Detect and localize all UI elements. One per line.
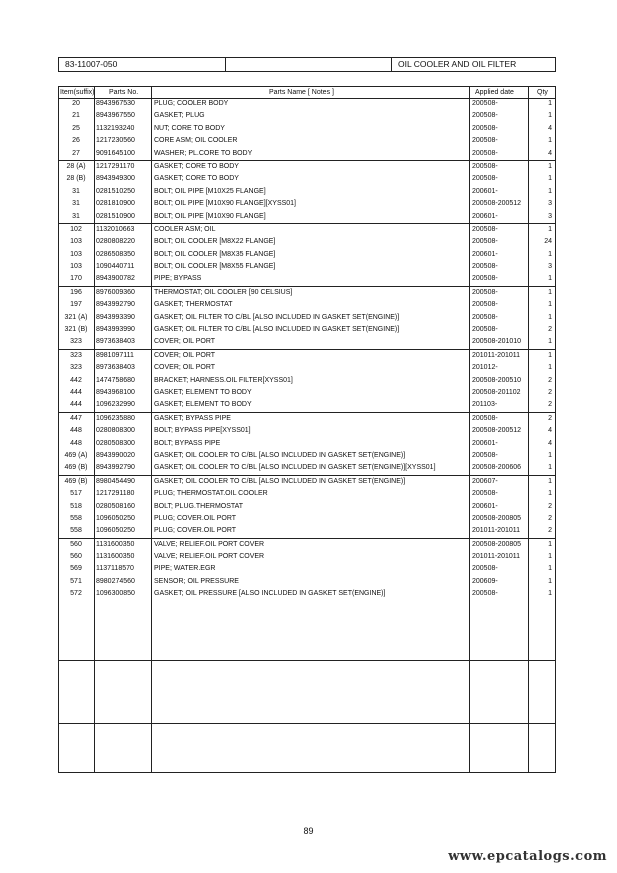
item-cell: 571 [70, 577, 82, 585]
applied-date-cell: 200601- [472, 187, 498, 195]
table-row [59, 501, 555, 513]
applied-date-cell: 200508- [472, 313, 498, 321]
part-name-cell: BOLT; OIL PIPE [M10X90 FLANGE][XYSS01] [154, 200, 297, 208]
header-divider [225, 58, 226, 71]
applied-date-cell: 200508- [472, 301, 498, 309]
part-number-cell: 8943992790 [96, 301, 135, 309]
item-cell: 28 (B) [66, 175, 86, 183]
part-number-cell: 9091645100 [96, 149, 135, 157]
table-row [59, 198, 555, 210]
qty-cell: 1 [548, 162, 552, 170]
watermark-url: www.epcatalogs.com [448, 849, 607, 864]
qty-cell: 1 [548, 275, 552, 283]
qty-cell: 1 [548, 137, 552, 145]
table-row [59, 588, 555, 600]
table-row [59, 475, 555, 488]
part-number-cell: 1096300850 [96, 590, 135, 598]
part-name-cell: GASKET; OIL FILTER TO C/BL [ALSO INCLUDED IN GASKET SET(ENGINE)] [154, 313, 400, 321]
col-qty-header: Qty [537, 89, 548, 96]
part-name-cell: GASKET; BYPASS PIPE [154, 414, 231, 422]
table-row [59, 462, 555, 474]
part-number-cell: 8943968100 [96, 388, 135, 396]
applied-date-cell: 200601- [472, 439, 498, 447]
part-number-cell: 1096050250 [96, 527, 135, 535]
qty-cell: 2 [548, 414, 552, 422]
applied-date-cell: 200508- [472, 326, 498, 334]
item-cell: 444 [70, 401, 82, 409]
table-row [59, 299, 555, 311]
item-cell: 569 [70, 565, 82, 573]
item-cell: 103 [70, 263, 82, 271]
part-name-cell: GASKET; ELEMENT TO BODY [154, 388, 252, 396]
applied-date-cell: 200508-200512 [472, 200, 522, 208]
row-divider [59, 660, 555, 661]
item-cell: 321 (B) [64, 326, 88, 334]
part-name-cell: BOLT; OIL COOLER [M8X35 FLANGE] [154, 250, 276, 258]
table-row [59, 525, 555, 537]
applied-date-cell: 200508- [472, 263, 498, 271]
applied-date-cell: 200607- [472, 477, 498, 485]
table-row [59, 249, 555, 261]
item-cell: 21 [72, 112, 80, 120]
part-name-cell: SENSOR; OIL PRESSURE [154, 577, 239, 585]
part-name-cell: BOLT; OIL COOLER [M8X55 FLANGE] [154, 263, 276, 271]
part-name-cell: NUT; CORE TO BODY [154, 124, 225, 132]
part-name-cell: BRACKET; HARNESS.OIL FILTER[XYSS01] [154, 376, 293, 384]
part-name-cell: THERMOSTAT; OIL COOLER [90 CELSIUS] [154, 288, 293, 296]
table-row [59, 324, 555, 336]
table-row [59, 513, 555, 525]
part-number-cell: 8943992790 [96, 464, 135, 472]
qty-cell: 1 [548, 464, 552, 472]
applied-date-cell: 201103- [472, 401, 498, 409]
table-row [59, 135, 555, 147]
qty-cell: 1 [548, 112, 552, 120]
table-row [59, 173, 555, 185]
table-row [59, 551, 555, 563]
qty-cell: 3 [548, 212, 552, 220]
part-number-cell: 0280508160 [96, 502, 135, 510]
item-cell: 469 (B) [64, 464, 88, 472]
qty-cell: 1 [548, 301, 552, 309]
header-box [58, 57, 556, 72]
applied-date-cell: 201011-201011 [472, 351, 521, 359]
table-row [59, 286, 555, 299]
table-row [59, 387, 555, 399]
part-name-cell: PLUG; COVER.OIL PORT [154, 514, 237, 522]
part-number-cell: 8980274560 [96, 577, 135, 585]
item-cell: 103 [70, 238, 82, 246]
item-cell: 448 [70, 427, 82, 435]
table-row [59, 211, 555, 223]
applied-date-cell: 200508- [472, 414, 498, 422]
col-item-header: Item(suffix) [60, 89, 95, 96]
table-row [59, 375, 555, 387]
item-cell: 27 [72, 149, 80, 157]
applied-date-cell: 200601- [472, 502, 498, 510]
item-cell: 447 [70, 414, 82, 422]
qty-cell: 1 [548, 477, 552, 485]
item-cell: 444 [70, 388, 82, 396]
table-row [59, 223, 555, 236]
applied-date-cell: 200508-201010 [472, 338, 522, 346]
qty-cell: 4 [548, 427, 552, 435]
applied-date-cell: 200508- [472, 451, 498, 459]
item-cell: 102 [70, 225, 82, 233]
table-row [59, 412, 555, 425]
part-name-cell: VALVE; RELIEF.OIL PORT COVER [154, 553, 265, 561]
part-name-cell: COVER; OIL PORT [154, 351, 216, 359]
table-row [59, 312, 555, 324]
qty-cell: 1 [548, 187, 552, 195]
part-number-cell: 0280808300 [96, 427, 135, 435]
item-cell: 560 [70, 553, 82, 561]
qty-cell: 1 [548, 565, 552, 573]
part-number-cell: 8943949300 [96, 175, 135, 183]
part-number-cell: 8943967530 [96, 100, 135, 107]
group-code: 83-11007-050 [65, 59, 118, 69]
part-name-cell: GASKET; CORE TO BODY [154, 175, 239, 183]
part-name-cell: PLUG; THERMOSTAT.OIL COOLER [154, 490, 268, 498]
parts-table [58, 86, 556, 773]
qty-cell: 1 [548, 577, 552, 585]
part-name-cell: VALVE; RELIEF.OIL PORT COVER [154, 540, 265, 548]
part-name-cell: BOLT; OIL PIPE [M10X90 FLANGE] [154, 212, 266, 220]
qty-cell: 1 [548, 490, 552, 498]
qty-cell: 2 [548, 376, 552, 384]
qty-cell: 1 [548, 313, 552, 321]
part-number-cell: 8973638403 [96, 338, 135, 346]
part-number-cell: 8943993390 [96, 313, 135, 321]
applied-date-cell: 200508- [472, 288, 498, 296]
table-body [59, 98, 555, 601]
part-name-cell: BOLT; OIL COOLER [M8X22 FLANGE] [154, 238, 276, 246]
part-name-cell: WASHER; PL.CORE TO BODY [154, 149, 253, 157]
applied-date-cell: 200508- [472, 112, 498, 120]
qty-cell: 2 [548, 326, 552, 334]
part-number-cell: 1217291170 [96, 162, 135, 170]
qty-cell: 1 [548, 553, 552, 561]
qty-cell: 1 [548, 288, 552, 296]
applied-date-cell: 200601- [472, 212, 498, 220]
table-row [59, 563, 555, 575]
item-cell: 196 [70, 288, 82, 296]
applied-date-cell: 200508- [472, 100, 498, 107]
section-title: OIL COOLER AND OIL FILTER [398, 59, 517, 69]
table-row [59, 186, 555, 198]
item-cell: 517 [70, 490, 82, 498]
item-cell: 518 [70, 502, 82, 510]
page-number: 89 [303, 826, 314, 836]
qty-cell: 1 [548, 175, 552, 183]
item-cell: 197 [70, 301, 82, 309]
part-number-cell: 1096235880 [96, 414, 135, 422]
qty-cell: 1 [548, 451, 552, 459]
qty-cell: 1 [548, 364, 552, 372]
item-cell: 442 [70, 376, 82, 384]
part-name-cell: COVER; OIL PORT [154, 364, 216, 372]
part-number-cell: 1096232990 [96, 401, 135, 409]
qty-cell: 24 [544, 238, 552, 246]
qty-cell: 2 [548, 527, 552, 535]
part-name-cell: PLUG; COVER.OIL PORT [154, 527, 237, 535]
part-name-cell: BOLT; PLUG.THERMOSTAT [154, 502, 244, 510]
part-name-cell: BOLT; BYPASS PIPE[XYSS01] [154, 427, 251, 435]
item-cell: 31 [72, 200, 80, 208]
item-cell: 28 (A) [66, 162, 86, 170]
qty-cell: 2 [548, 388, 552, 396]
part-name-cell: COOLER ASM; OIL [154, 225, 216, 233]
applied-date-cell: 200508- [472, 238, 498, 246]
part-number-cell: 1137118570 [96, 565, 134, 573]
qty-cell: 1 [548, 540, 552, 548]
qty-cell: 1 [548, 351, 552, 359]
item-cell: 323 [70, 338, 82, 346]
part-number-cell: 1131600350 [96, 553, 135, 561]
item-cell: 323 [70, 364, 82, 372]
qty-cell: 3 [548, 200, 552, 208]
qty-cell: 1 [548, 250, 552, 258]
table-row [59, 362, 555, 374]
part-name-cell: PLUG; COOLER BODY [154, 100, 229, 107]
qty-cell: 1 [548, 225, 552, 233]
qty-cell: 1 [548, 100, 552, 107]
part-number-cell: 1132010663 [96, 225, 135, 233]
applied-date-cell: 200508- [472, 490, 498, 498]
col-part-header: Parts No. [109, 89, 139, 96]
qty-cell: 3 [548, 263, 552, 271]
part-number-cell: 8943993990 [96, 326, 135, 334]
applied-date-cell: 201011-201011 [472, 553, 521, 561]
part-name-cell: GASKET; CORE TO BODY [154, 162, 239, 170]
applied-date-cell: 200508-200805 [472, 540, 522, 548]
part-number-cell: 0280508300 [96, 439, 135, 447]
part-number-cell: 8943967550 [96, 112, 135, 120]
applied-date-cell: 200508- [472, 162, 498, 170]
applied-date-cell: 200508- [472, 175, 498, 183]
table-row [59, 576, 555, 588]
part-name-cell: GASKET; OIL COOLER TO C/BL [ALSO INCLUDED IN GASKET SET(ENGINE)][XYSS01] [154, 464, 436, 472]
part-number-cell: 8973638403 [96, 364, 135, 372]
part-number-cell: 0286508350 [96, 250, 135, 258]
table-row [59, 261, 555, 273]
applied-date-cell: 200508- [472, 225, 498, 233]
part-name-cell: GASKET; OIL COOLER TO C/BL [ALSO INCLUDED IN GASKET SET(ENGINE)] [154, 451, 406, 459]
part-number-cell: 1132193240 [96, 124, 135, 132]
item-cell: 321 (A) [64, 313, 88, 321]
item-cell: 448 [70, 439, 82, 447]
applied-date-cell: 200508-200510 [472, 376, 522, 384]
applied-date-cell: 200508- [472, 565, 498, 573]
part-number-cell: 1090440711 [96, 263, 135, 271]
applied-date-cell: 200508- [472, 590, 498, 598]
applied-date-cell: 200508-201102 [472, 388, 521, 396]
item-cell: 103 [70, 250, 82, 258]
part-number-cell: 0281810900 [96, 200, 135, 208]
table-row [59, 273, 555, 285]
part-number-cell: 1474758680 [96, 376, 135, 384]
table-row [59, 236, 555, 248]
part-name-cell: CORE ASM; OIL COOLER [154, 137, 238, 145]
table-row [59, 425, 555, 437]
item-cell: 20 [72, 100, 80, 107]
col-date-header: Applied date [475, 89, 514, 96]
table-row [59, 399, 555, 411]
applied-date-cell: 201011-201011 [472, 527, 521, 535]
part-name-cell: GASKET; ELEMENT TO BODY [154, 401, 252, 409]
table-row [59, 123, 555, 135]
part-number-cell: 1217291180 [96, 490, 135, 498]
table-row [59, 488, 555, 500]
table-row [59, 538, 555, 551]
applied-date-cell: 200508- [472, 124, 498, 132]
item-cell: 25 [72, 124, 80, 132]
item-cell: 469 (B) [64, 477, 88, 485]
row-divider [59, 723, 555, 724]
qty-cell: 4 [548, 124, 552, 132]
part-number-cell: 0281510250 [96, 187, 135, 195]
applied-date-cell: 200508- [472, 275, 498, 283]
table-row [59, 98, 555, 110]
col-name-header: Parts Name [ Notes ] [269, 89, 334, 96]
part-number-cell: 8976009360 [96, 288, 135, 296]
part-number-cell: 8980454490 [96, 477, 135, 485]
part-name-cell: GASKET; OIL COOLER TO C/BL [ALSO INCLUDED IN GASKET SET(ENGINE)] [154, 477, 406, 485]
item-cell: 558 [70, 514, 82, 522]
part-name-cell: GASKET; THERMOSTAT [154, 301, 233, 309]
applied-date-cell: 200609- [472, 577, 498, 585]
item-cell: 469 (A) [64, 451, 88, 459]
item-cell: 31 [72, 212, 80, 220]
part-number-cell: 1131600350 [96, 540, 135, 548]
applied-date-cell: 200508-200805 [472, 514, 522, 522]
applied-date-cell: 200508-200512 [472, 427, 522, 435]
table-row [59, 110, 555, 122]
applied-date-cell: 200508-200606 [472, 464, 522, 472]
part-number-cell: 0280808220 [96, 238, 135, 246]
table-row [59, 450, 555, 462]
part-number-cell: 1096050250 [96, 514, 135, 522]
applied-date-cell: 200601- [472, 250, 498, 258]
qty-cell: 1 [548, 338, 552, 346]
part-number-cell: 0281510900 [96, 212, 135, 220]
part-name-cell: PIPE; BYPASS [154, 275, 202, 283]
table-row [59, 148, 555, 160]
applied-date-cell: 200508- [472, 137, 498, 145]
item-cell: 170 [70, 275, 82, 283]
table-row [59, 438, 555, 450]
part-number-cell: 1217230560 [96, 137, 135, 145]
item-cell: 560 [70, 540, 82, 548]
applied-date-cell: 200508- [472, 149, 498, 157]
item-cell: 26 [72, 137, 80, 145]
qty-cell: 2 [548, 401, 552, 409]
part-name-cell: GASKET; OIL PRESSURE [ALSO INCLUDED IN GASKET SET(ENGINE)] [154, 590, 386, 598]
qty-cell: 2 [548, 514, 552, 522]
part-number-cell: 8943990020 [96, 451, 135, 459]
part-name-cell: PIPE; WATER.EGR [154, 565, 216, 573]
item-cell: 323 [70, 351, 82, 359]
part-number-cell: 8981097111 [96, 351, 134, 359]
part-name-cell: GASKET; OIL FILTER TO C/BL [ALSO INCLUDED IN GASKET SET(ENGINE)] [154, 326, 400, 334]
item-cell: 558 [70, 527, 82, 535]
qty-cell: 1 [548, 590, 552, 598]
header-divider [391, 58, 392, 71]
part-name-cell: GASKET; PLUG [154, 112, 205, 120]
item-cell: 31 [72, 187, 80, 195]
part-name-cell: COVER; OIL PORT [154, 338, 216, 346]
qty-cell: 2 [548, 502, 552, 510]
qty-cell: 4 [548, 439, 552, 447]
part-name-cell: BOLT; OIL PIPE [M10X25 FLANGE] [154, 187, 266, 195]
part-name-cell: BOLT; BYPASS PIPE [154, 439, 221, 447]
table-row [59, 349, 555, 362]
part-number-cell: 8943900782 [96, 275, 135, 283]
table-row [59, 160, 555, 173]
item-cell: 572 [70, 590, 82, 598]
applied-date-cell: 201012- [472, 364, 498, 372]
table-row [59, 336, 555, 348]
qty-cell: 4 [548, 149, 552, 157]
